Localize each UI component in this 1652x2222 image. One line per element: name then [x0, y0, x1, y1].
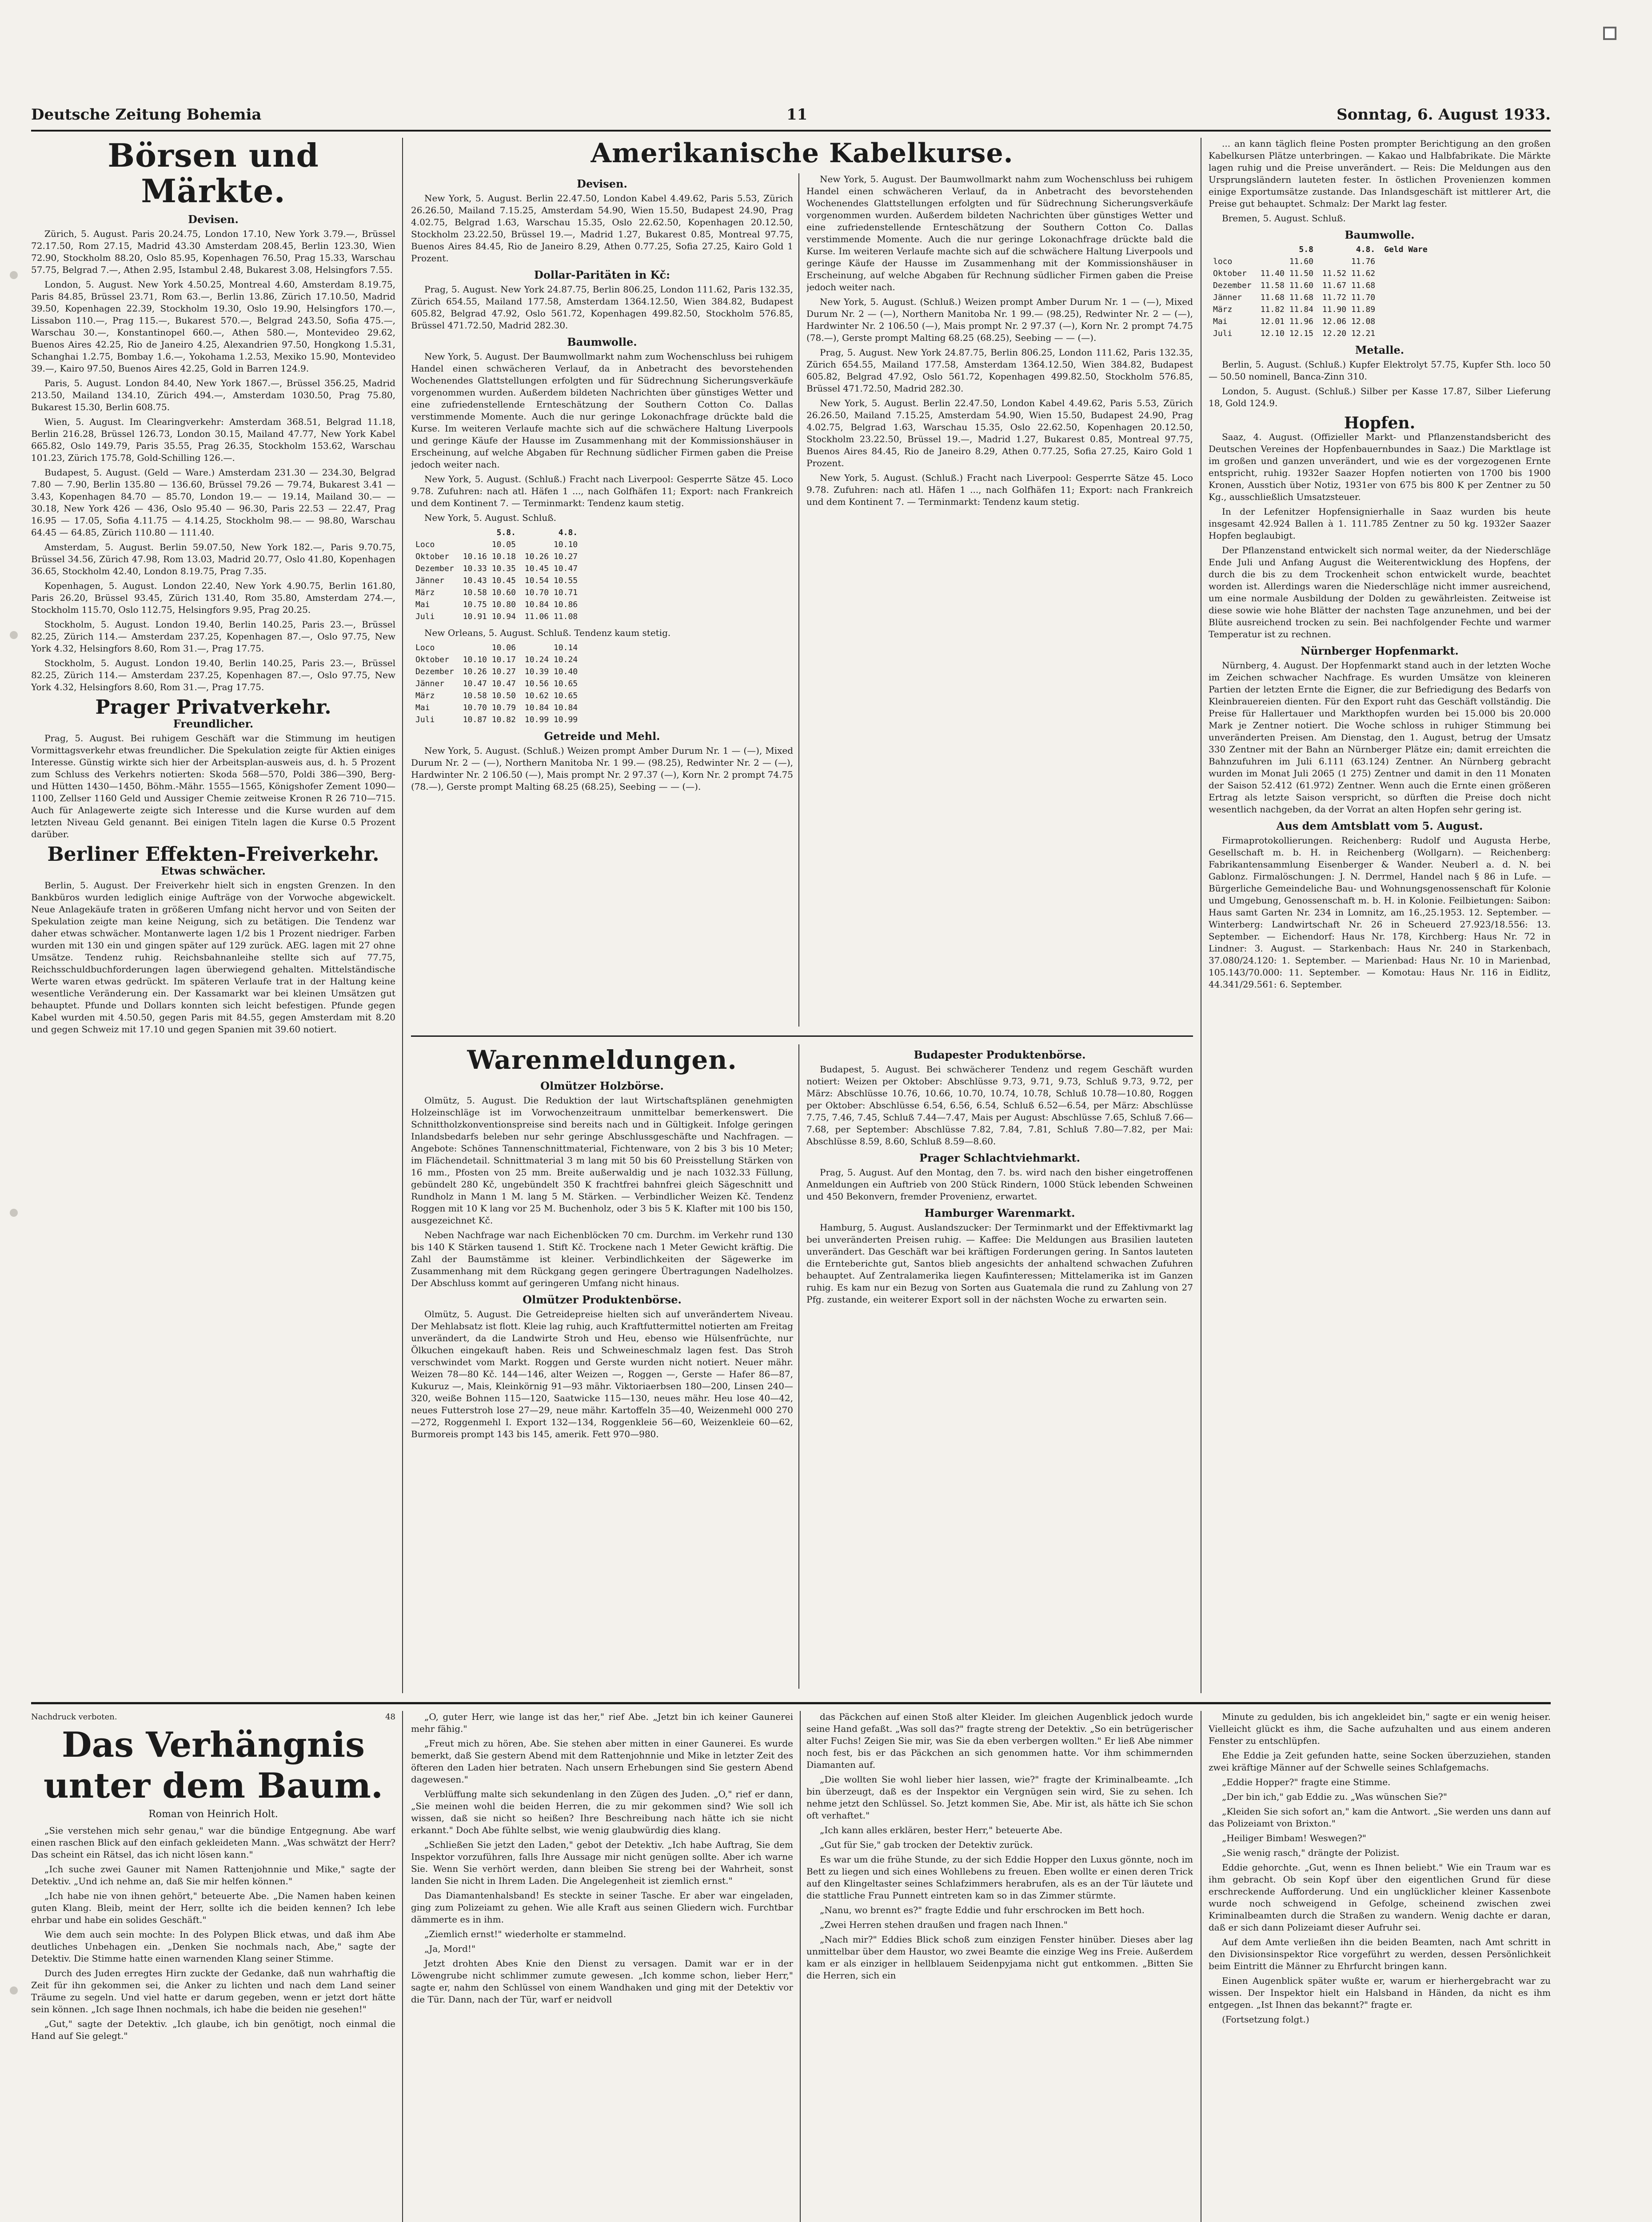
- ny-cotton-row: [411, 563, 582, 575]
- ny-cotton-row: [411, 575, 582, 587]
- table-cell: 10.05: [491, 540, 516, 549]
- novel-paragraph: „Freut mich zu hören, Abe. Sie stehen aber mitten in einer Gaunerei. Es wurde bemerkt, daß Sie gestern Abend mit dem Rattenjohnnie und Mike in letzter Zeit des öfteren den Laden hier betraten. Nach unsern Erhebungen sind Sie gestern Abend dagewesen.": [411, 1738, 793, 1785]
- kabel-col-b-dollar: Prag, 5. August. New York 24.87.75, Berlin 806.25, London 111.62, Paris 132.35, Zürich 654.55, Mailand 177.58, Amsterdam 1364.12.50, Wien 384.82, Budapest 605.82, Belgrad 47.92, Oslo 561.72, Kopenhagen 499.82.50, Stockholm 576.85, Brüssel 471.72.50, Madrid 282.30.: [806, 347, 1193, 394]
- table-cell: 10.58 10.50: [463, 691, 516, 700]
- novel-paragraph: Ehe Eddie ja Zeit gefunden hatte, seine Socken überzuziehen, standen zwei kräftige Männer auf der Schwelle seines Schlafgemachs.: [1209, 1750, 1551, 1773]
- bremen-heading: Bremen, 5. August. Schluß.: [1222, 213, 1346, 224]
- table-cell: 12.01 11.96: [1260, 317, 1313, 326]
- novel-paragraph: Es war um die frühe Stunde, zu der sich Eddie Hopper den Luxus gönnte, noch im Bett zu liegen und sich eines Wohllebens zu freuen. Eben wollte er einen deren Trick auf den Klingeltaster seines Schlafzimmers herabrufen, als es an der Tür läutete und die stattliche Frau Punnett eintreten kam so in das Zimmer stürmte.: [806, 1854, 1193, 1901]
- table-cell: März: [1213, 305, 1233, 314]
- metalle-title: Metalle.: [1355, 344, 1405, 356]
- holz-title: Olmützer Holzbörse.: [540, 1079, 664, 1092]
- novel-text-3: [806, 1711, 1193, 1982]
- quote-paris: Paris, 5. August. London 84.40, New York 1867.—, Brüssel 356.25, Madrid 213.50, Mailand 134.10, Zürich 494.—, Amsterdam 1030.50, Prag 75.80, Bukarest 15.30, Berlin 608.75.: [31, 378, 395, 412]
- table-cell: 10.99 10.99: [524, 715, 578, 724]
- nuernberg-title: Nürnberger Hopfenmarkt.: [1301, 644, 1459, 657]
- table-cell: März: [415, 588, 435, 597]
- nachdruck-note: Nachdruck verboten.: [31, 1712, 117, 1722]
- novel-paragraph: Auf dem Amte verließen ihn die beiden Beamten, nach Amt schritt in den Divisionsinspektor Rice vorgeführt zu werden, dessen Persönlichkeit beim Eintritt die Männer zu Ehrfurcht bringen kann.: [1209, 1937, 1551, 1971]
- table-cell: 10.84 10.86: [524, 600, 578, 609]
- table-cell: 11.68 11.68: [1260, 293, 1313, 302]
- novel-paragraph: „Ja, Mord!": [424, 1943, 476, 1954]
- table-header-cell: 5.8.: [496, 528, 516, 537]
- ny-cotton-row: [411, 539, 582, 551]
- table-cell: 10.56 10.65: [524, 679, 578, 688]
- bremen-cotton-table: [1209, 244, 1432, 340]
- table-cell: 12.20 12.21: [1322, 329, 1376, 338]
- column-rule: [402, 1711, 403, 2222]
- schlacht-title: Prager Schlachtviehmarkt.: [919, 1151, 1080, 1164]
- novel-col-4: [1209, 1711, 1551, 2222]
- header-page-number: 11: [786, 106, 808, 124]
- no-cotton-row: [411, 714, 582, 726]
- table-cell: 11.67 11.68: [1322, 281, 1376, 290]
- quote-amsterdam: Amsterdam, 5. August. Berlin 59.07.50, New York 182.—, Paris 9.70.75, Brüssel 34.56, Zürich 47.98, Rom 13.03, Madrid 20.77, Oslo 41.80, Kopenhagen 36.65, Stockholm 42.40, London 8.19.75, Prag 7.35.: [31, 542, 395, 576]
- prager-title: Prager Privatverkehr.: [95, 696, 331, 719]
- table-cell: Loco: [415, 540, 435, 549]
- novel-paragraph: (Fortsetzung folgt.): [1222, 2014, 1309, 2025]
- novel-text-4: [1209, 1711, 1551, 2026]
- kabel-col-b-getreide: New York, 5. August. (Schluß.) Weizen prompt Amber Durum Nr. 1 — (—), Mixed Durum Nr. 2 — (—), Northern Manitoba Nr. 1 99.— (98.25), Redwinter Nr. 2 — (—), Hardwinter Nr. 2 106.50 (—), Mais prompt Nr. 2 97.37 (—), Korn Nr. 2 prompt 74.75 (78.—), Gerste prompt Malting 68.25 (68.25), Seebing — — (—).: [806, 296, 1193, 343]
- kabel-ny: New York, 5. August. Berlin 22.47.50, London Kabel 4.49.62, Paris 5.53, Zürich 26.26.50, Mailand 7.15.25, Amsterdam 54.90, Wien 15.50, Budapest 24.90, Prag 4.02.75, Belgrad 1.63, Warschau 15.35, Oslo 22.62.50, Kopenhagen 20.12.50, Stockholm 23.22.50, Brüssel 19.—, Madrid 1.27, Bukarest 0.85, Montreal 97.75, Buenos Aires 84.45, Rio de Janeiro 8.29, Athen 0.77.25, Sofia 27.25, Kairo Gold 1 Prozent.: [411, 193, 793, 264]
- column-rule: [402, 138, 403, 1693]
- table-cell: 10.75 10.80: [463, 600, 516, 609]
- dollar-text: Prag, 5. August. New York 24.87.75, Berlin 806.25, London 111.62, Paris 132.35, Zürich 654.55, Mailand 177.58, Amsterdam 1364.12.50, Wien 384.82, Budapest 605.82, Belgrad 47.92, Oslo 561.72, Kopenhagen 499.82.50, Stockholm 576.85, Brüssel 471.72.50, Madrid 282.30.: [411, 284, 793, 331]
- section-rule: [411, 1035, 1193, 1037]
- table-cell: 11.58 11.60: [1260, 281, 1313, 290]
- novel-paragraph: Das Diamantenhalsband! Es steckte in seiner Tasche. Er aber war eingeladen, ging zum Polizeiamt zu gehen. Wie alle Kraft aus seinen Gliedern wich. Furchtbar dämmerte es in ihm.: [411, 1890, 793, 1925]
- boersen-title: Börsen und Märkte.: [108, 138, 319, 210]
- bremen-cotton-row: [1209, 280, 1432, 292]
- table-cell: 11.40 11.50: [1260, 269, 1313, 278]
- corner-marker: [1603, 27, 1616, 40]
- column-rule: [800, 1711, 801, 2222]
- waren-section: [411, 1044, 1193, 1693]
- novel-text-2: [411, 1711, 793, 2006]
- table-cell: 10.70 10.79: [463, 703, 516, 712]
- table-header-cell: 4.8.: [1356, 245, 1376, 254]
- table-cell: Jänner: [1213, 293, 1242, 302]
- novel-col-1: [31, 1711, 395, 2222]
- ny-cotton-row: [411, 587, 582, 599]
- column-rule: [798, 173, 799, 1027]
- novel-paragraph: „Ich kann alles erklären, bester Herr," beteuerte Abe.: [820, 1825, 1063, 1835]
- table-cell: Juli: [1213, 329, 1233, 338]
- baumwolle-title: Baumwolle.: [567, 336, 637, 348]
- table-header-cell: [411, 527, 459, 539]
- table-cell: Mai: [415, 600, 430, 609]
- devisen-heading: Devisen.: [188, 213, 239, 226]
- hopfen-title: Hopfen.: [1344, 414, 1416, 432]
- table-cell: Dezember: [1213, 281, 1252, 290]
- quote-london: London, 5. August. New York 4.50.25, Montreal 4.60, Amsterdam 8.19.75, Paris 84.85, Brüssel 23.71, Rom 63.—, Berlin 13.86, Zürich 17.10.50, Madrid 39.50, Kopenhagen 22.39, Stockholm 19.30, Oslo 19.90, Helsingfors 170.—, Lissabon 110.—, Prag 115.—, Bukarest 570.—, Belgrad 243.50, Sofia 475.—, Warschau 30.—, Konstantinopel 660.—, Athen 580.—, Montevideo 29.62, Buenos Aires 42.25, Rio de Janeiro 4.25, Alexandrien 97.50, Hongkong 1.5.31, Schanghai 1.2.75, Bombay 1.6.—, Yokohama 1.2.53, Mexiko 15.90, Montevideo 39.—, Kairo 97.50, Buenos Aires 42.25, Gold in Barren 124.9.: [31, 279, 395, 374]
- table-header-cell: [1209, 244, 1256, 256]
- table-cell: 11.60: [1289, 257, 1313, 266]
- right-top-text: ... an kann täglich fleine Posten prompter Berichtigung an den großen Kabelkursen Plätze unterbringen. — Kakao und Halbfabrikate. Die Märkte lagen ruhig und die Preise unverändert. — Reis: Die Meldungen aus den Ursprungsländern lauteten fester. In östlichen Provenienzen kommen einige Exportumsätze zustande. Das Inlandsgeschäft ist mittlerer Art, die Preise gut behauptet. Schmalz: Der Markt lag fester.: [1209, 138, 1551, 209]
- table-cell: 10.14: [553, 643, 578, 652]
- novel-paragraph: „Sie verstehen mich sehr genau," war die bündige Entgegnung. Abe warf einen raschen Blick auf den einfach gekleideten Mann. „Was schwätzt der Herr? Das scheint ein Rätsel, das ich nicht lösen kann.": [31, 1825, 395, 1860]
- holz-text-2: Neben Nachfrage war nach Eichenblöcken 70 cm. Durchm. im Verkehr rund 130 bis 140 K Stärken tausend 1. Stift Kč. Trockene nach 1 Meter Gewicht kräftig. Die Zahl der Baumstämme ist kleiner. Verbindlichkeiten der Sägewerke im Zusammenhang mit dem Rückgang gegen geringere Übertragungen Nadelholzes. Der Abschluss kommt auf geringeren Umfang nicht hinaus.: [411, 1230, 793, 1288]
- table-cell: 10.62 10.65: [524, 691, 578, 700]
- table-header-cell: 4.8.: [558, 528, 578, 537]
- quote-kopenhagen: Kopenhagen, 5. August. London 22.40, New York 4.90.75, Berlin 161.80, Paris 26.20, Brüssel 93.45, Zürich 131.40, Rom 35.80, Amsterdam 274.—, Stockholm 115.70, Oslo 112.75, Helsingfors 9.95, Prag 20.25.: [31, 580, 395, 615]
- holz-text: Olmütz, 5. August. Die Reduktion der laut Wirtschaftsplänen genehmigten Holzeinschläge ist im Vorwochenzeitraum unmittelbar bemerkenswert. Die Schnittholzkonventionspreise sind bereits nach und in Gültigkeit. Infolge geringen Inlandsbedarfs beleben nur sehr geringe Abschlussgeschäfte und Nachfragen. — Angebote: Schönes Tannenschnittmaterial, Fichtenware, von 2 bis 3 bis 10 Meter; im Flächendetail. Schnittmaterial 3 m lang mit 50 bis 60 Preisstellung Stärken von 16 mm., Pfosten von 25 mm. Breite außerwaldig und je nach 1032.33 Füllung, gebündelt 280 Kč, ungebündelt 350 K frachtfrei bahnfrei gleich Sägeschnitt und Rundholz in Mann 1 M. lang 5 M. Stärken. — Verbindlicher Weizen Kč. Tendenz Roggen mit 10 K lang vor 25 M. Buchenholz, oder 3 bis 5 K. Klafter mit 100 bis 150, ausgezeichnet Kč.: [411, 1095, 793, 1226]
- hopfen-text: Saaz, 4. August. (Offizieller Markt- und Pflanzenstandsbericht des Deutschen Vereines der Hopfenbauernbundes in Saaz.) Die Marktlage ist im großen und ganzen unverändert, und wie es der vorgezogenen Ernte entspricht, ruhig. 1932er Saazer Hopfen notierten von 1700 bis 1900 Kronen, Ausstich über Notiz, 1931er von 675 bis 800 K per Zentner zu 50 Kg., ausschließlich Umsatzsteuer.: [1209, 432, 1551, 502]
- novel-paragraph: „Ich habe nie von ihnen gehört," beteuerte Abe. „Die Namen haben keinen guten Klang. Bleib, meint der Herr, sollte ich die beiden kennen? Ich lebe ehrbar und habe ein solides Geschäft.": [31, 1890, 395, 1925]
- novel-col-3: [806, 1711, 1193, 2222]
- novel-paragraph: „Ziemlich ernst!" wiederholte er stammelnd.: [424, 1929, 626, 1939]
- novel-paragraph: „Nanu, wo brennt es?" fragte Eddie und fuhr erschrocken im Bett hoch.: [820, 1905, 1145, 1915]
- table-cell: Dezember: [415, 667, 454, 676]
- novel-paragraph: das Päckchen auf einen Stoß alter Kleider. Im gleichen Augenblick jedoch wurde seine Hand gefaßt. „Was soll das?" fragte streng der Detektiv. „So ein betrügerischer alter Fuchs! Zeigen Sie mir, was Sie da eben verbergen wollten." Er ließ Abe nimmer noch fest, bis er das Päckchen an sich genommen hatte. Vor ihm schimmernden Diamanten auf.: [806, 1711, 1193, 1770]
- table-cell: 12.10 12.15: [1260, 329, 1313, 338]
- berliner-text: Berlin, 5. August. Der Freiverkehr hielt sich in engsten Grenzen. In den Bankbüros wurden lediglich einige Aufträge von der Vorwoche abgewickelt. Neue Anlagekäufe traten in größeren Umfang nicht hervor und von Seiten der Spekulation zeigte man keine Neigung, sich zu betätigen. Die Tendenz war daher etwas schwächer. Montanwerte lagen 1/2 bis 1 Prozent niedriger. Farben wurden mit 130 ein und gingen später auf 129 zurück. AEG. lagen mit 27 ohne Umsätze. Tendenz ruhig. Reichsbahnanleihe stellte sich auf 77.75, Reichsschuldbuchforderungen lagen überwiegend gehalten. Mittelständische Werte waren etwas gedrückt. Im späteren Verlaufe trat in der Haltung keine wesentliche Veränderung ein. Der Kassamarkt war bei kleinen Umsätzen gut behauptet. Pfunde und Dollars konnten sich leicht befestigen. Pfunde gegen Kabel wurden mit 4.50.50, gegen Paris mit 84.55, gegen Amsterdam mit 8.20 und gegen Schweiz mit 17.10 und gegen Spanien mit 39.60 notiert.: [31, 880, 395, 1035]
- kabel-col-b: [806, 173, 1193, 1031]
- novel-paragraph: „Der bin ich," gab Eddie zu. „Was wünschen Sie?": [1222, 1791, 1447, 1802]
- dollar-title: Dollar-Paritäten in Kč:: [534, 268, 670, 281]
- quote-budapest: Budapest, 5. August. (Geld — Ware.) Amsterdam 231.30 — 234.30, Belgrad 7.80 — 7.90, Berlin 135.80 — 136.60, Brüssel 79.26 — 79.74, Bukarest 3.41 — 3.43, Kopenhagen 84.70 — 85.70, London 19.— — 19.14, Mailand 30.— — 30.18, New York 426 — 436, Oslo 95.40 — 96.30, Paris 22.53 — 22.47, Prag 16.95 — 17.05, Sofia 4.11.75 — 4.14.25, Stockholm 98.— — 98.80, Warschau 64.45 — 64.85, Zürich 110.80 — 111.40.: [31, 467, 395, 538]
- quote-wien: Wien, 5. August. Im Clearingverkehr: Amsterdam 368.51, Belgrad 11.18, Berlin 216.28, Brüssel 126.73, London 30.15, Mailand 47.77, New York Kabel 665.82, Oslo 149.79, Paris 35.55, Prag 26.35, Stockholm 153.62, Warschau 101.23, Zürich 175.78, Gold-Schilling 126.—.: [31, 416, 395, 463]
- table-cell: 10.47 10.47: [463, 679, 516, 688]
- table-cell: Mai: [415, 703, 430, 712]
- novel-paragraph: „Nach mir?" Eddies Blick schoß zum einzigen Fenster hinüber. Dieses aber lag unmittelbar über dem Haustor, wo zwei Beamte die einzige Weg ins Freie. Außerdem kam er als einziger in hellblauem Seidenpyjama nicht gut entkommen. „Bitten Sie die Herren, sich ein: [806, 1934, 1193, 1981]
- novel-paragraph: Wie dem auch sein mochte: In des Polypen Blick etwas, und daß ihm Abe deutliches Unbehagen ein. „Denken Sie nochmals nach, Abe," sagte der Detektiv. Die Stimme hatte einen warnenden Klang seiner Stimme.: [31, 1929, 395, 1964]
- novel-paragraph: „O, guter Herr, wie lange ist das her," rief Abe. „Jetzt bin ich keiner Gaunerei mehr fähig.": [411, 1711, 793, 1734]
- prager-text: Prag, 5. August. Bei ruhigem Geschäft war die Stimmung im heutigen Vormittagsverkehr etwas freundlicher. Die Spekulation zeigte für Aktien einiges Interesse. Günstig wirkte sich hier der Arbeitsplan-ausweis aus, d. h. 5 Prozent zum Schluss des Verkehrs notierten: Skoda 568—570, Poldi 386—390, Berg- und Hütten 1430—1450, Böhm.-Mähr. 1555—1565, Königshofer Zement 1090—1100, Zellser 1160 Geld und Aussiger Chemie zeitweise Kronen R 26 710—715. Auch für Anlagewerte zeigte sich Interesse und die Kurse wurden auf dem letzten Niveau Geld genannt. Bei einigen Titeln lagen die Kurse 0.5 Prozent darüber.: [31, 733, 395, 839]
- header-date: Sonntag, 6. August 1933.: [1337, 106, 1551, 124]
- novel-paragraph: „Die wollten Sie wohl lieber hier lassen, wie?" fragte der Kriminalbeamte. „Ich bin überzeugt, daß es der Inspektor ein Vergnügen sein wird, Sie zu sehen. Ich nehme jetzt den Schlüssel. So. Jetzt kommen Sie, Abe. Mir ist, als hätte ich Sie schon oft verhaftet.": [806, 1774, 1193, 1821]
- table-cell: 10.10 10.17: [463, 655, 516, 664]
- quote-stockholm: Stockholm, 5. August. London 19.40, Berlin 140.25, Paris 23.—, Brüssel 82.25, Zürich 114.— Amsterdam 237.25, Kopenhagen 87.—, Oslo 97.75, New York 4.32, Helsingfors 8.60, Rom 31.—, Prag 17.75.: [31, 619, 395, 654]
- novel-paragraph: „Ich suche zwei Gauner mit Namen Rattenjohnnie und Mike," sagte der Detektiv. „Und ich nehme an, daß Sie mir helfen können.": [31, 1864, 395, 1886]
- no-cotton-row: [411, 666, 582, 678]
- table-cell: 10.43 10.45: [463, 576, 516, 585]
- ny-cotton-row: [411, 599, 582, 611]
- table-cell: loco: [1213, 257, 1233, 266]
- table-cell: 10.33 10.35: [463, 564, 516, 573]
- feuilleton-rule: [31, 1702, 1551, 1704]
- column-rule: [798, 1044, 799, 1689]
- novel-text-1: [31, 1825, 395, 2042]
- right-column: [1209, 138, 1551, 1693]
- table-cell: 10.84 10.84: [524, 703, 578, 712]
- waren-title: Warenmeldungen.: [467, 1045, 737, 1075]
- no-cotton-row: [411, 678, 582, 690]
- no-cotton-row: [411, 690, 582, 702]
- table-cell: Oktober: [1213, 269, 1247, 278]
- nuernberg-text: Nürnberg, 4. August. Der Hopfenmarkt stand auch in der letzten Woche im Zeichen schwacher Nachfrage. Es wurden Umsätze von kleineren Partien der letzten Ernte die Eigner, die zur Befriedigung des Bedarfs von Kleinbrauereien dienten. Für den Export ruht das Geschäft vollständig. Die Preise für Hallertauer und Markthopfen wurden bei 15.000 bis 20.000 Mark je Zentner notiert. Die Woche schloss in ruhiger Stimmung bei unveränderten Preisen. Am Dienstag, den 1. August, betrug der Umsatz 330 Zentner mit der Bahn an Nürnberger Plätze ein; damit erreichten die Bahnzufuhren im Juli 6.111 (63.124) Zentner. An Nürnberg gebracht wurden im Monat Juli 2065 (1 275) Zentner und damit in den 11 Monaten der Saison 52.412 (61.972) Zentner. Wenn auch die Ernte einen größeren Ertrag als letzte Saison verspricht, so dürften die Preise doch nicht wesentlich nachgeben, da der Vorrat an alten Hopfen sehr gering ist.: [1209, 660, 1551, 815]
- novel-paragraph: Eddie gehorchte. „Gut, wenn es Ihnen beliebt." Wie ein Traum war es ihm gebracht. Ob sein Kopf über den eigentlichen Grund für diese erschreckende Aufforderung. Und ein unglücklicher kleiner Kassenbote wurde noch schweigend in Gefolge, scheinend zwischen zwei Kriminalbeamten durch die Straßen zu wandern. Wenig dachte er daran, daß er sich dann Polizeiamt dieser Aufruhr sei.: [1209, 1862, 1551, 1933]
- table-cell: Jänner: [415, 679, 445, 688]
- novel-paragraph: „Gut," sagte der Detektiv. „Ich glaube, ich bin genötigt, noch einmal die Hand auf Sie gelegt.": [31, 2018, 395, 2041]
- baumwolle-text-2: New York, 5. August. (Schluß.) Fracht nach Liverpool: Gesperrte Sätze 45. Loco 9.78. Zufuhren: nach atl. Häfen 1 ..., nach Golfhäfen 11; Export: nach Frankreich und dem Kontinent 7. — Terminmarkt: Tendenz kaum stetig.: [411, 474, 793, 508]
- produkten-title: Olmützer Produktenbörse.: [523, 1293, 682, 1306]
- ny-cotton-header-row: [411, 527, 582, 539]
- budapest-title: Budapester Produktenbörse.: [914, 1048, 1086, 1061]
- no-cotton-row: [411, 654, 582, 666]
- amtsblatt-text: Firmaprotokollierungen. Reichenberg: Rudolf und Augusta Herbe, Gesellschaft m. b. H. in Reichenberg (Wollgarn). — Reichenberg: Fabrikantensammlung Eisenberger & Wander. Neuberl a. d. N. bei Gablonz. Firmalöschungen: J. N. Derrmel, Handel nach § 86 in Lufe. — Bürgerliche Gemeindeliche Bau- und Wohnungsgenossenschaft für Kolonie und Umgebung, Genossenschaft m. b. H. in Kolonie. Feilbietungen: Saibon: Haus samt Garten Nr. 234 in Lomnitz, am 16.,25.1953. 12. September. — Winterberg: Landwirtschaft Nr. 26 in Scheuerd 27.923/18.556: 13. September. — Eichendorf: Haus Nr. 178, Kirchberg: Haus Nr. 72 in Lindner: 3. August. — Starkenbach: Haus Nr. 240 in Starkenbach, 37.080/24.120: 1. September. — Marienbad: Haus Nr. 10 in Marienbad, 105.143/70.000: 11. September. — Komotau: Haus Nr. 116 in Eidlitz, 44.341/29.561: 6. September.: [1209, 835, 1551, 990]
- table-cell: 12.06 12.08: [1322, 317, 1376, 326]
- ny-cotton-row: [411, 551, 582, 563]
- page-header: [31, 102, 1551, 129]
- prager-sub: Freundlicher.: [173, 717, 254, 730]
- table-cell: 11.06 11.08: [524, 612, 578, 621]
- novel-paragraph: „Zwei Herren stehen draußen und fragen nach Ihnen.": [820, 1919, 1068, 1930]
- novel-paragraph: „Kleiden Sie sich sofort an," kam die Antwort. „Sie werden uns dann auf das Polizeiamt von Brixton.": [1209, 1806, 1551, 1829]
- bremen-cotton-header-row: [1209, 244, 1432, 256]
- novel-paragraph: Durch des Juden erregtes Hirn zuckte der Gedanke, daß nun wahrhaftig die Zeit für ihn gekommen sei, die Anker zu lichten und nach dem Land seiner Träume zu segeln. Und viel hatte er darum gegeben, wenn er jetzt dort hätte sein können. „Ich sage Ihnen nochmals, ich habe die beiden nie gesehen!": [31, 1968, 395, 2014]
- table-cell: 11.72 11.70: [1322, 293, 1376, 302]
- novel-paragraph: „Sie wenig rasch," drängte der Polizist.: [1222, 1847, 1400, 1858]
- no-cotton-row: [411, 702, 582, 714]
- table-cell: 10.10: [553, 540, 578, 549]
- no-cotton-table: [411, 642, 582, 726]
- getreide-text: New York, 5. August. (Schluß.) Weizen prompt Amber Durum Nr. 1 — (—), Mixed Durum Nr. 2 — (—), Northern Manitoba Nr. 1 99.— (98.25), Redwinter Nr. 2 — (—), Hardwinter Nr. 2 106.50 (—), Mais prompt Nr. 2 97.37 (—), Korn Nr. 2 prompt 74.75 (78.—), Gerste prompt Malting 68.25 (68.25), Seebing — — (—).: [411, 745, 793, 792]
- novel-paragraph: Minute zu gedulden, bis ich angekleidet bin," sagte er ein wenig heiser. Vielleicht glückt es ihm, die Sache aufzuhalten und aus einem anderen Fenster zu entschlüpfen.: [1209, 1711, 1551, 1746]
- table-cell: 11.90 11.89: [1322, 305, 1376, 314]
- berliner-title: Berliner Effekten-Freiverkehr.: [47, 843, 379, 866]
- table-cell: 10.58 10.60: [463, 588, 516, 597]
- table-cell: 10.54 10.55: [524, 576, 578, 585]
- newspaper-page: [31, 102, 1551, 2222]
- novel-paragraph: Verblüffung malte sich sekundenlang in den Zügen des Juden. „O," rief er dann, „Sie meinen wohl die beiden Herren, die zu mir gekommen sind? Wie soll ich wissen, daß sie nicht so heißen? Ihre Beschreibung nach hätte ich sie nicht erkannt." Doch Abe fühlte selbst, wie wenig glaubwürdig dies klang.: [411, 1789, 793, 1835]
- produkten-text: Olmütz, 5. August. Die Getreidepreise hielten sich auf unverändertem Niveau. Der Mehlabsatz ist flott. Kleie lag ruhig, auch Kraftfuttermittel notierten am Freitag unverändert, da die Landwirte Stroh und Heu, ebenso wie Hülsenfrüchte, nur Ölkuchen eingekauft haben. Reis und Schweineschmalz lagen fest. Das Stroh verschwindet vom Markt. Roggen und Gerste wurden nicht notiert. Neuer mähr. Weizen 78—80 Kč. 144—146, alter Weizen —, Roggen —, Gerste — Hafer 86—87, Kukuruz —, Mais, Kleinkörnig 91—93 mähr. Viktoriaerbsen 180—200, Linsen 240—320, weiße Bohnen 115—120, Saatwicke 115—130, neues mähr. Heu lose 40—42, neues Futterstroh lose 27—29, neue mähr. Kartoffeln 35—40, Weizenmehl 000 270—272, Roggenmehl I. Export 132—134, Roggenkleie 56—60, Weizenkleie 60—62, Burmoreis prompt 143 bis 145, amerik. Fett 970—980.: [411, 1309, 793, 1439]
- novel-author: Roman von Heinrich Holt.: [148, 1809, 278, 1820]
- table-cell: 10.39 10.40: [524, 667, 578, 676]
- bremen-cotton-row: [1209, 316, 1432, 328]
- no-schluss: New Orleans, 5. August. Schluß. Tendenz kaum stetig.: [424, 627, 671, 638]
- bremen-cotton-row: [1209, 268, 1432, 280]
- novel-paragraph: „Schließen Sie jetzt den Laden," gebot der Detektiv. „Ich habe Auftrag, Sie dem Inspektor vorzuführen, falls Ihre Aussage mir nicht genügen sollte. Aber ich warne Sie. Wenn Sie verhört werden, dann bleiben Sie streng bei der Wahrheit, sonst landen Sie nicht in Ihrem Laden. Die Angelegenheit ist ziemlich ernst.": [411, 1839, 793, 1886]
- no-cotton-row: [411, 642, 582, 654]
- table-cell: Loco: [415, 643, 435, 652]
- table-cell: 10.87 10.82: [463, 715, 516, 724]
- table-cell: Oktober: [415, 552, 449, 561]
- novel-title-line-1: Das Verhängnis: [61, 1725, 365, 1765]
- kabel-section: [411, 138, 1193, 1031]
- amtsblatt-title: Aus dem Amtsblatt vom 5. August.: [1276, 819, 1483, 832]
- table-cell: Juli: [415, 612, 435, 621]
- novel-header: [31, 1711, 395, 1723]
- header-rule: [31, 130, 1551, 132]
- table-cell: 10.26 10.27: [463, 667, 516, 676]
- table-header-cell: 5.8: [1299, 245, 1313, 254]
- table-header-cell: Geld Ware: [1384, 245, 1428, 254]
- novel-col-2: [411, 1711, 793, 2222]
- kabel-devisen: Devisen.: [577, 177, 627, 190]
- hamburg-text: Hamburg, 5. August. Auslandszucker: Der Terminmarkt und der Effektivmarkt lag bei unveränderten Preisen ruhig. — Kaffee: Die Meldungen aus Brasilien lauteten unverändert. Das Geschäft war bei kräftigen Forderungen gering. In Santos lauteten die Ernteberichte gut, Santos blieb angesichts der anhaltend schwachen Zufuhren behauptet. Auf Zentralamerika liegen Kaufinteressen; Mittelamerika ist im Ganzen ruhig. Es kam nur ein Bezug von Sorten aus Guatemala die rund zu Zahlung von 27 Pfg. zustande, ein weiterer Export soll in der nächsten Woche zu erwarten sein.: [806, 1222, 1193, 1305]
- novel-title-line-2: unter dem Baum.: [43, 1766, 383, 1806]
- table-cell: Juli: [415, 715, 435, 724]
- baumwolle-text: New York, 5. August. Der Baumwollmarkt nahm zum Wochenschluss bei ruhigem Handel einen schwächeren Verlauf, da in Anbetracht des bevorstehenden Wochenendes Glattstellungen erfolgten und für Südrechnung Sicherungsverkäufe vorgenommen wurden. Außerdem bildeten Nachrichten über günstiges Wetter und eine zufriedenstellende Ernteschätzung der Southern Cotton Co. Dallas verstimmende Momente. Auch die nur geringe Lokonachfrage drückte bald die Kurse. Im weiteren Verlaufe machte sich auf die schwächere Haltung Liverpools und geringe Käufe der Hausse im Zusammenhang mit der Kommissionshäuser in Erscheinung, auf welche Abgaben für Rechnung südlicher Firmen gaben die Preise jedoch weiter nach.: [411, 351, 793, 470]
- bremen-cotton-row: [1209, 328, 1432, 340]
- table-cell: Jänner: [415, 576, 445, 585]
- table-cell: 11.52 11.62: [1322, 269, 1376, 278]
- waren-col-a: [411, 1044, 793, 1693]
- table-cell: 10.24 10.24: [524, 655, 578, 664]
- quote-zuerich: Zürich, 5. August. Paris 20.24.75, London 17.10, New York 3.79.—, Brüssel 72.17.50, Rom 27.15, Madrid 43.30 Amsterdam 208.45, Berlin 123.30, Wien 72.90, Stockholm 88.20, Oslo 85.95, Kopenhagen 76.50, Prag 15.33, Warschau 57.75, Belgrad 7.—, Athen 2.95, Istambul 2.48, Bukarest 3.08, Helsingfors 7.55.: [31, 228, 395, 275]
- table-cell: Dezember: [415, 564, 454, 573]
- table-cell: 10.45 10.47: [524, 564, 578, 573]
- ny-schluss: New York, 5. August. Schluß.: [424, 512, 556, 523]
- kabel-col-b-ny: New York, 5. August. Berlin 22.47.50, London Kabel 4.49.62, Paris 5.53, Zürich 26.26.50, Mailand 7.15.25, Amsterdam 54.90, Wien 15.50, Budapest 24.90, Prag 4.02.75, Belgrad 1.63, Warschau 15.35, Oslo 22.62.50, Kopenhagen 20.12.50, Stockholm 23.22.50, Brüssel 19.—, Madrid 1.27, Bukarest 0.85, Montreal 97.75, Buenos Aires 84.45, Rio de Janeiro 8.29, Athen 0.77.25, Sofia 27.25, Kairo Gold 1 Prozent.: [806, 398, 1193, 468]
- schlacht-text: Prag, 5. August. Auf den Montag, den 7. bs. wird nach den bisher eingetroffenen Anmeldungen ein Auftrieb von 200 Stück Rindern, 1000 Stück lebenden Schweinen und 450 Bekonvern, fremder Provenienz, erwartet.: [806, 1167, 1193, 1202]
- bremen-cotton-row: [1209, 256, 1432, 268]
- ny-cotton-row: [411, 611, 582, 623]
- kabel-col-b-baumwolle-2: New York, 5. August. (Schluß.) Fracht nach Liverpool: Gesperrte Sätze 45. Loco 9.78. Zufuhren: nach atl. Häfen 1 ..., nach Golfhäfen 11; Export: nach Frankreich und dem Kontinent 7. — Terminmarkt: Tendenz kaum stetig.: [806, 472, 1193, 507]
- table-cell: 10.70 10.71: [524, 588, 578, 597]
- getreide-title: Getreide und Mehl.: [544, 730, 660, 743]
- bremen-baumwolle: Baumwolle.: [1345, 228, 1415, 241]
- waren-col-b: [806, 1044, 1193, 1693]
- hopfen-text-2: In der Lefenitzer Hopfensignierhalle in Saaz wurden bis heute insgesamt 42.924 Ballen à 1. 111.785 Zentner zu 50 kg. 1932er Saazer Hopfen beglaubigt.: [1209, 506, 1551, 541]
- table-cell: 11.82 11.84: [1260, 305, 1313, 314]
- header-masthead: Deutsche Zeitung Bohemia: [31, 106, 262, 124]
- metalle-text: Berlin, 5. August. (Schluß.) Kupfer Elektrolyt 57.75, Kupfer Sth. loco 50 — 50.50 nominell, Banca-Zinn 310.: [1209, 359, 1551, 382]
- table-cell: 10.26 10.27: [524, 552, 578, 561]
- bremen-cotton-row: [1209, 304, 1432, 316]
- table-cell: Oktober: [415, 655, 449, 664]
- bremen-cotton-row: [1209, 292, 1432, 304]
- table-cell: März: [415, 691, 435, 700]
- kabel-col-a: [411, 173, 793, 1031]
- quote-stockholm-2: Stockholm, 5. August. London 19.40, Berlin 140.25, Paris 23.—, Brüssel 82.25, Zürich 114.— Amsterdam 237.25, Kopenhagen 87.—, Oslo 97.75, New York 4.32, Helsingfors 8.60, Rom 31.—, Prag 17.75.: [31, 658, 395, 692]
- budapest-text: Budapest, 5. August. Bei schwächerer Tendenz und regem Geschäft wurden notiert: Weizen per Oktober: Abschlüsse 9.73, 9.71, 9.73, Schluß 9.73, 9.72, per März: Abschlüsse 10.76, 10.66, 10.70, 10.74, 10.78, Schluß 10.78—10.80, Roggen per Oktober: Abschlüsse 6.54, 6.56, 6.54, Schluß 6.52—6.54, per März: Abschlüsse 7.75, 7.46, 7.45, Schluß 7.44—7.47, Mais per August: Abschlüsse 7.65, Schluß 7.66—7.68, per September: Abschlüsse 7.82, 7.84, 7.81, Schluß 7.80—7.82, per Mai: Abschlüsse 8.59, 8.60, Schluß 8.59—8.60.: [806, 1064, 1193, 1147]
- kabel-title: Amerikanische Kabelkurse.: [591, 138, 1014, 169]
- hamburg-title: Hamburger Warenmarkt.: [924, 1207, 1075, 1219]
- installment-number: 48: [385, 1712, 395, 1722]
- boersen-column: [31, 138, 395, 1698]
- novel-paragraph: „Gut für Sie," gab trocken der Detektiv zurück.: [820, 1839, 1033, 1850]
- novel-paragraph: Jetzt drohten Abes Knie den Dienst zu versagen. Damit war er in der Löwengrube nicht schlimmer zumute gewesen. „Ich komme schon, lieber Herr," sagte er, nahm den Schlüssel von einem Wandhaken und ging mit der Detektiv vor die Tür. Dann, nach der Tür, warf er neidvoll: [411, 1958, 793, 2005]
- table-cell: Mai: [1213, 317, 1228, 326]
- table-cell: 11.76: [1351, 257, 1376, 266]
- table-cell: 10.16 10.18: [463, 552, 516, 561]
- table-cell: 10.91 10.94: [463, 612, 516, 621]
- kabel-col-b-baumwolle: New York, 5. August. Der Baumwollmarkt nahm zum Wochenschluss bei ruhigem Handel einen schwächeren Verlauf, da in Anbetracht des bevorstehenden Wochenendes Glattstellungen erfolgten und für Südrechnung Sicherungsverkäufe vorgenommen wurden. Außerdem bildeten Nachrichten über günstiges Wetter und eine zufriedenstellende Ernteschätzung der Southern Cotton Co. Dallas verstimmende Momente. Auch die nur geringe Lokonachfrage drückte bald die Kurse. Im weiteren Verlaufe machte sich auf die schwächere Haltung Liverpools und geringe Käufe der Hausse im Zusammenhang mit der Kommissionshäuser in Erscheinung, auf welche Abgaben für Rechnung südlicher Firmen gaben die Preise jedoch weiter nach.: [806, 174, 1193, 292]
- novel-paragraph: Einen Augenblick später wußte er, warum er hierhergebracht war zu wissen. Der Inspektor hielt ein Halsband in Händen, da nicht es ihm entgegen. „Ist Ihnen das bekannt?" fragte er.: [1209, 1975, 1551, 2010]
- novel-paragraph: „Eddie Hopper?" fragte eine Stimme.: [1222, 1777, 1391, 1787]
- london-metal-text: London, 5. August. (Schluß.) Silber per Kasse 17.87, Silber Lieferung 18, Gold 124.9.: [1209, 386, 1551, 408]
- novel-paragraph: „Heiliger Bimbam! Weswegen?": [1222, 1833, 1366, 1843]
- ny-cotton-table: [411, 527, 582, 623]
- berliner-sub: Etwas schwächer.: [161, 864, 266, 877]
- table-cell: 10.06: [491, 643, 516, 652]
- pflanze-text: Der Pflanzenstand entwickelt sich normal weiter, da der Niederschläge Ende Juli und Anfang August die Weiterentwicklung des Hopfens, der durch die bis zu dem Trockenheit schon entwickelt wurde, beachtet worden ist. Allerdings waren die Niederschläge nicht immer ausreichend, um eine normale Ausbildung der Dolden zu gewährleisten. Zeitweise ist diese sowie wie hohe Blätter der nachsten Tage anzunehmen, und bei der Blüte ausreichend trocken zu sein. Bei nachfolgender Fechte und warmer Temperatur ist zu rechnen.: [1209, 545, 1551, 639]
